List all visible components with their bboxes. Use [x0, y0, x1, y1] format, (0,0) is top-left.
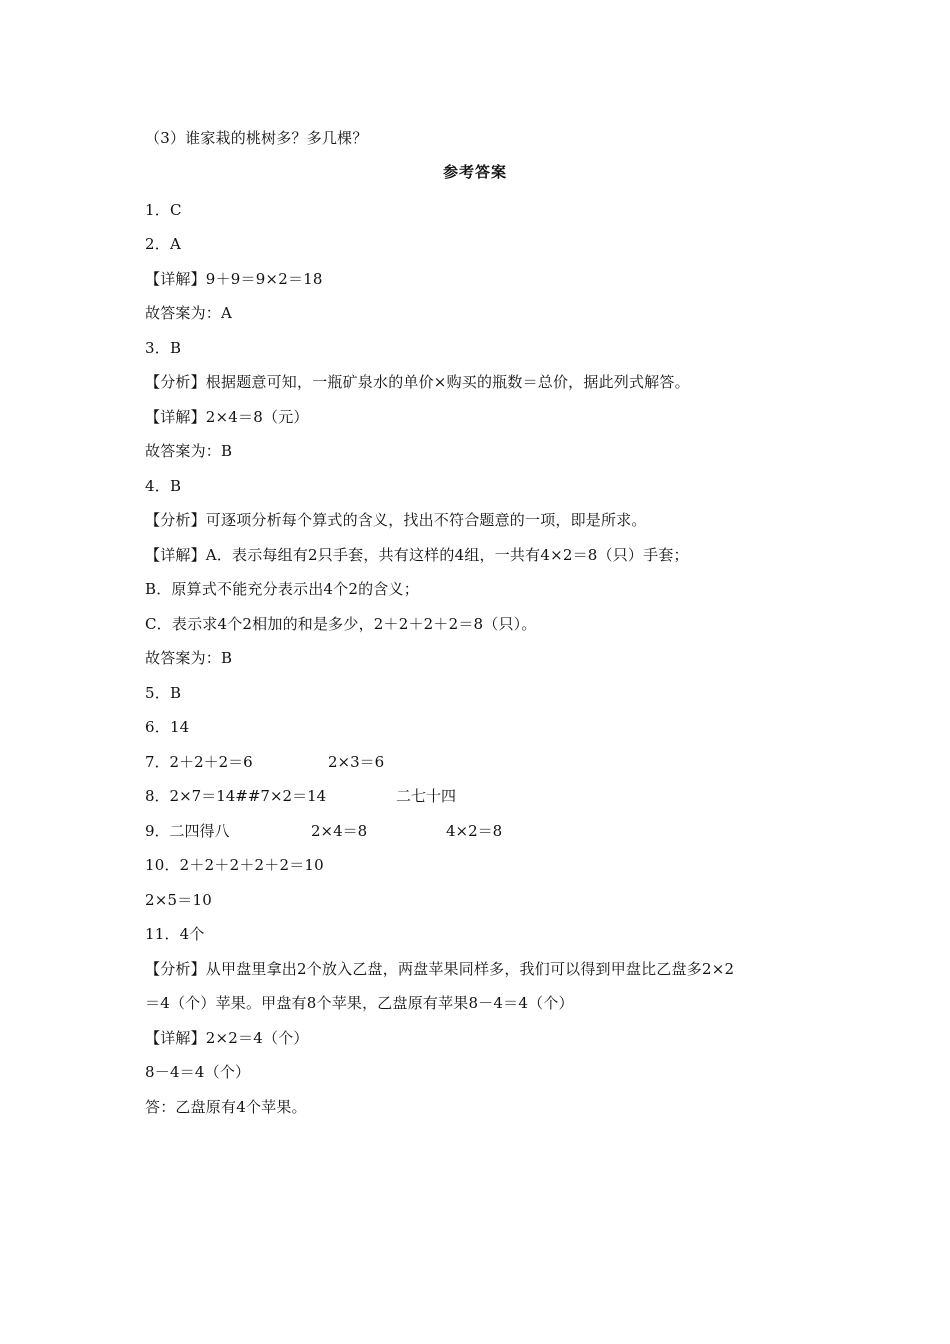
answer-line: B．原算式不能充分表示出4个2的含义； — [145, 580, 419, 598]
answer-line: 【分析】从甲盘里拿出2个放入乙盘，两盘苹果同样多，我们可以得到甲盘比乙盘多2×2 — [145, 960, 735, 978]
answer-9-b: 2×4＝8 — [311, 822, 368, 840]
answer-line: 8－4＝4（个） — [145, 1063, 251, 1081]
answer-title: 参考答案 — [442, 163, 507, 181]
answer-line: 1．C — [145, 201, 182, 219]
answer-line: 3．B — [145, 339, 182, 357]
answer-line: 【详解】2×2＝4（个） — [145, 1029, 309, 1047]
answer-line: 故答案为：B — [145, 649, 233, 667]
answer-line: 【详解】A．表示每组有2只手套，共有这样的4组，一共有4×2＝8（只）手套； — [145, 546, 689, 564]
answer-8-a: 8．2×7＝14##7×2＝14 — [145, 787, 327, 805]
answer-line: 故答案为：B — [145, 442, 233, 460]
answer-line: 11．4个 — [145, 925, 205, 943]
answer-line: 4．B — [145, 477, 182, 495]
answer-line: 【详解】2×4＝8（元） — [145, 408, 309, 426]
question-3: （3）谁家栽的桃树多？多几棵？ — [145, 129, 368, 147]
answer-line: 2×5＝10 — [145, 891, 212, 909]
answer-line: 答：乙盘原有4个苹果。 — [145, 1098, 307, 1116]
answer-line: C．表示求4个2相加的和是多少，2＋2＋2＋2＝8（只）。 — [145, 615, 537, 633]
answer-8-b: 二七十四 — [396, 787, 457, 805]
answer-9-a: 9．二四得八 — [145, 822, 230, 840]
answer-line: 6．14 — [145, 718, 190, 736]
answer-line: 5．B — [145, 684, 182, 702]
answer-7-b: 2×3＝6 — [328, 753, 385, 771]
answer-9-c: 4×2＝8 — [446, 822, 503, 840]
answer-line: 故答案为：A — [145, 304, 233, 322]
answer-line: 2．A — [145, 235, 181, 253]
answer-line: 10．2＋2＋2＋2＋2＝10 — [145, 856, 324, 874]
answer-line: ＝4（个）苹果。甲盘有8个苹果，乙盘原有苹果8－4＝4（个） — [145, 994, 574, 1012]
answer-line: 【详解】9＋9＝9×2＝18 — [145, 270, 323, 288]
answer-line: 【分析】可逐项分析每个算式的含义，找出不符合题意的一项，即是所求。 — [145, 511, 647, 529]
answer-7-a: 7．2＋2＋2＝6 — [145, 753, 253, 771]
answer-line: 【分析】根据题意可知，一瓶矿泉水的单价×购买的瓶数＝总价，据此列式解答。 — [145, 373, 690, 391]
